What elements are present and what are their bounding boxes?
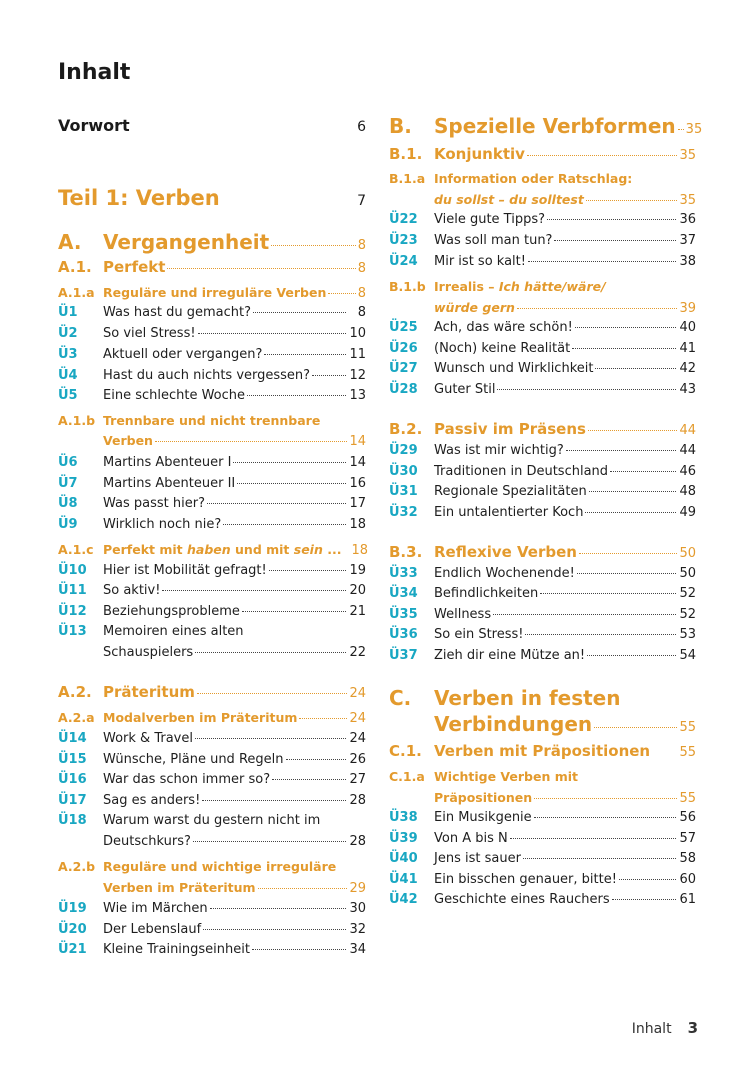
exercise-entry[interactable] <box>389 851 696 866</box>
subsection-label: A.2.b <box>58 859 96 874</box>
toc-part-heading[interactable] <box>58 186 366 210</box>
subsection-page: 14 <box>349 434 366 449</box>
subsection-page: 39 <box>679 301 696 316</box>
toc-subsection-c1a[interactable] <box>389 769 696 784</box>
exercise-entry[interactable] <box>389 341 696 356</box>
exercise-label: Ü38 <box>389 810 418 825</box>
toc-subsection-a2b[interactable] <box>58 859 366 874</box>
section-page: 8 <box>357 261 366 276</box>
subsection-title: Perfekt mit haben und mit sein ... <box>103 542 342 557</box>
exercise-entry[interactable] <box>58 813 366 828</box>
toc-section-c1[interactable] <box>389 742 696 760</box>
exercise-label: Ü6 <box>58 455 78 470</box>
exercise-title: Viele gute Tipps? <box>434 212 546 227</box>
exercise-entry[interactable] <box>58 326 366 341</box>
exercise-page: 41 <box>679 341 696 356</box>
exercise-page: 10 <box>349 326 366 341</box>
exercise-page: 49 <box>679 505 696 520</box>
exercise-label: Ü36 <box>389 627 418 642</box>
subsection-page: 18 <box>351 543 369 558</box>
section-page: 55 <box>679 745 696 760</box>
subsection-title-cont: Präpositionen <box>434 790 533 805</box>
exercise-label: Ü34 <box>389 586 418 601</box>
exercise-page: 53 <box>679 627 696 642</box>
exercise-title: (Noch) keine Realität <box>434 341 571 356</box>
exercise-entry[interactable] <box>58 922 366 937</box>
exercise-entry[interactable] <box>389 566 696 581</box>
part-page: 7 <box>357 193 366 209</box>
exercise-label: Ü22 <box>389 212 418 227</box>
exercise-page: 28 <box>349 793 366 808</box>
exercise-page: 52 <box>679 586 696 601</box>
exercise-page: 56 <box>679 810 696 825</box>
exercise-title: Regionale Spezialitäten <box>434 484 587 499</box>
subsection-page: 55 <box>679 791 696 806</box>
subsection-title: Irrealis – Ich hätte/wäre/ <box>434 279 606 294</box>
chapter-page: 35 <box>685 122 703 137</box>
exercise-entry[interactable] <box>58 496 366 511</box>
exercise-title: Was hast du gemacht? <box>103 305 251 320</box>
exercise-label: Ü1 <box>58 305 78 320</box>
subsection-title: Reguläre und irreguläre Verben <box>103 285 327 300</box>
exercise-title: Mir ist so kalt! <box>434 254 526 269</box>
exercise-label: Ü25 <box>389 320 418 335</box>
exercise-page: 30 <box>349 901 366 916</box>
exercise-label: Ü27 <box>389 361 418 376</box>
toc-subsection-a1b-cont[interactable] <box>58 433 366 449</box>
exercise-title: Ein untalentierter Koch <box>434 505 584 520</box>
exercise-page: 43 <box>679 382 696 397</box>
exercise-label: Ü29 <box>389 443 418 458</box>
exercise-page: 36 <box>679 212 696 227</box>
section-title: Passiv im Präsens <box>434 420 586 438</box>
subsection-page: 29 <box>349 881 366 896</box>
exercise-entry[interactable] <box>389 254 696 269</box>
toc-subsection-a2a[interactable] <box>58 710 366 726</box>
part-title: Teil 1: Verben <box>58 186 220 210</box>
exercise-label: Ü2 <box>58 326 78 341</box>
toc-subsection-a1c[interactable] <box>58 542 369 558</box>
exercise-entry[interactable] <box>58 368 366 383</box>
exercise-title: So viel Stress! <box>103 326 196 341</box>
exercise-title: Wünsche, Pläne und Regeln <box>103 752 284 767</box>
exercise-title: Memoiren eines alten <box>103 624 244 639</box>
exercise-entry[interactable] <box>58 305 366 320</box>
page-title: Inhalt <box>58 60 131 85</box>
exercise-label: Ü5 <box>58 388 78 403</box>
exercise-page: 24 <box>349 731 366 746</box>
exercise-page: 46 <box>679 464 696 479</box>
exercise-entry[interactable] <box>389 443 696 458</box>
exercise-title: Martins Abenteuer I <box>103 455 232 470</box>
exercise-page: 58 <box>679 851 696 866</box>
chapter-title-cont: Verbindungen <box>434 712 593 736</box>
exercise-page: 34 <box>349 942 366 957</box>
exercise-entry[interactable] <box>58 942 366 957</box>
exercise-label: Ü13 <box>58 624 87 639</box>
footer-label: Inhalt <box>631 1021 672 1037</box>
toc-entry-vorwort[interactable] <box>58 116 366 135</box>
toc-section-a1[interactable] <box>58 258 366 276</box>
exercise-title: Sag es anders! <box>103 793 201 808</box>
toc-section-a2[interactable] <box>58 683 366 701</box>
subsection-label: B.1.b <box>389 279 426 294</box>
exercise-label: Ü35 <box>389 607 418 622</box>
exercise-title: Was soll man tun? <box>434 233 553 248</box>
exercise-label: Ü32 <box>389 505 418 520</box>
exercise-label: Ü30 <box>389 464 418 479</box>
subsection-label: A.1.c <box>58 542 94 557</box>
exercise-page: 44 <box>679 443 696 458</box>
exercise-page: 42 <box>679 361 696 376</box>
exercise-entry[interactable] <box>58 476 366 491</box>
exercise-label: Ü21 <box>58 942 87 957</box>
exercise-title-cont: Schauspielers <box>103 645 194 660</box>
exercise-entry[interactable] <box>389 627 696 642</box>
exercise-title: Wunsch und Wirklichkeit <box>434 361 594 376</box>
exercise-label: Ü4 <box>58 368 78 383</box>
exercise-label: Ü7 <box>58 476 78 491</box>
exercise-label: Ü37 <box>389 648 418 663</box>
exercise-label: Ü23 <box>389 233 418 248</box>
subsection-page: 24 <box>349 711 366 726</box>
exercise-page: 20 <box>349 583 366 598</box>
exercise-entry[interactable] <box>389 484 696 499</box>
toc-chapter-c-cont[interactable] <box>389 712 696 736</box>
toc-subsection-a1a[interactable] <box>58 285 366 301</box>
exercise-label: Ü40 <box>389 851 418 866</box>
toc-subsection-a1b[interactable] <box>58 413 366 428</box>
exercise-label: Ü42 <box>389 892 418 907</box>
exercise-page: 32 <box>349 922 366 937</box>
exercise-label: Ü26 <box>389 341 418 356</box>
subsection-title: Reguläre und wichtige irreguläre <box>103 859 337 874</box>
exercise-title: Aktuell oder vergangen? <box>103 347 263 362</box>
exercise-page: 12 <box>349 368 366 383</box>
exercise-page: 48 <box>679 484 696 499</box>
exercise-entry[interactable] <box>389 892 696 907</box>
exercise-page: 11 <box>349 347 366 362</box>
subsection-page: 35 <box>679 193 696 208</box>
page-number: 3 <box>687 1019 698 1037</box>
exercise-page: 21 <box>349 604 366 619</box>
exercise-title: Befindlichkeiten <box>434 586 539 601</box>
exercise-entry[interactable] <box>58 604 366 619</box>
exercise-title: Beziehungsprobleme <box>103 604 240 619</box>
exercise-entry[interactable] <box>389 382 696 397</box>
exercise-title: Work & Travel <box>103 731 193 746</box>
subsection-title-cont: würde gern <box>434 300 515 315</box>
section-title: Perfekt <box>103 258 166 276</box>
exercise-entry[interactable] <box>389 831 696 846</box>
exercise-title: War das schon immer so? <box>103 772 271 787</box>
chapter-label: A. <box>58 230 82 254</box>
section-page: 35 <box>679 148 696 163</box>
chapter-label: B. <box>389 114 412 138</box>
chapter-title: Spezielle Verbformen <box>434 114 676 138</box>
exercise-title: So aktiv! <box>103 583 161 598</box>
exercise-page: 52 <box>679 607 696 622</box>
exercise-title: Ach, das wäre schön! <box>434 320 573 335</box>
section-page: 24 <box>349 686 366 701</box>
toc-chapter-a[interactable] <box>58 230 366 254</box>
exercise-title: Kleine Trainingseinheit <box>103 942 250 957</box>
exercise-entry[interactable] <box>58 772 366 787</box>
exercise-label: Ü20 <box>58 922 87 937</box>
chapter-page: 55 <box>679 720 696 735</box>
exercise-title: Ein bisschen genauer, bitte! <box>434 872 617 887</box>
chapter-title: Verben in festen <box>434 686 621 710</box>
exercise-entry[interactable] <box>58 901 366 916</box>
exercise-entry[interactable] <box>389 872 696 887</box>
exercise-title: Warum warst du gestern nicht im <box>103 813 321 828</box>
exercise-title: Guter Stil <box>434 382 496 397</box>
exercise-title: Eine schlechte Woche <box>103 388 246 403</box>
exercise-entry[interactable] <box>58 752 366 767</box>
section-label: B.2. <box>389 420 423 438</box>
toc-section-b3[interactable] <box>389 543 696 561</box>
exercise-entry[interactable] <box>389 607 696 622</box>
exercise-entry[interactable] <box>389 648 696 663</box>
exercise-page: 16 <box>349 476 366 491</box>
subsection-label: A.1.b <box>58 413 96 428</box>
toc-subsection-b1b[interactable] <box>389 279 696 294</box>
exercise-title: Wirklich noch nie? <box>103 517 222 532</box>
exercise-title-cont: Deutschkurs? <box>103 834 191 849</box>
exercise-page: 18 <box>349 517 366 532</box>
exercise-page: 27 <box>349 772 366 787</box>
exercise-entry[interactable] <box>389 233 696 248</box>
exercise-label: Ü41 <box>389 872 418 887</box>
section-title: Verben mit Präpositionen <box>434 742 651 760</box>
exercise-title: Wie im Märchen <box>103 901 208 916</box>
exercise-title: Wellness <box>434 607 492 622</box>
exercise-label: Ü24 <box>389 254 418 269</box>
exercise-label: Ü33 <box>389 566 418 581</box>
section-label: A.2. <box>58 683 92 701</box>
exercise-entry[interactable] <box>58 347 366 362</box>
exercise-title: Der Lebenslauf <box>103 922 202 937</box>
toc-chapter-c[interactable] <box>389 686 696 710</box>
exercise-title: Hier ist Mobilität gefragt! <box>103 563 267 578</box>
exercise-title: Von A bis N <box>434 831 508 846</box>
exercise-label: Ü19 <box>58 901 87 916</box>
subsection-page: 8 <box>357 286 366 301</box>
subsection-title: Wichtige Verben mit <box>434 769 579 784</box>
exercise-entry[interactable] <box>389 810 696 825</box>
toc-chapter-b[interactable] <box>389 114 703 138</box>
exercise-label: Ü18 <box>58 813 87 828</box>
exercise-entry[interactable] <box>58 624 366 639</box>
exercise-title: Endlich Wochenende! <box>434 566 575 581</box>
toc-subsection-b1a-cont[interactable] <box>389 192 696 208</box>
exercise-entry[interactable] <box>389 212 696 227</box>
exercise-title: Was ist mir wichtig? <box>434 443 564 458</box>
exercise-entry[interactable] <box>58 793 366 808</box>
exercise-page: 40 <box>679 320 696 335</box>
exercise-entry-cont[interactable] <box>58 645 366 660</box>
exercise-page: 26 <box>349 752 366 767</box>
chapter-label: C. <box>389 686 412 710</box>
subsection-title: Information oder Ratschlag: <box>434 171 633 186</box>
section-page: 50 <box>679 546 696 561</box>
section-title: Reflexive Verben <box>434 543 577 561</box>
exercise-page: 50 <box>679 566 696 581</box>
exercise-page: 60 <box>679 872 696 887</box>
subsection-title: Modalverben im Präteritum <box>103 710 298 725</box>
subsection-label: B.1.a <box>389 171 426 186</box>
exercise-page: 28 <box>349 834 366 849</box>
exercise-label: Ü15 <box>58 752 87 767</box>
exercise-label: Ü14 <box>58 731 87 746</box>
section-label: B.1. <box>389 145 423 163</box>
exercise-label: Ü17 <box>58 793 87 808</box>
exercise-label: Ü16 <box>58 772 87 787</box>
subsection-title: Trennbare und nicht trennbare <box>103 413 321 428</box>
entry-title: Vorwort <box>58 116 130 135</box>
exercise-title: Geschichte eines Rauchers <box>434 892 610 907</box>
subsection-label: C.1.a <box>389 769 425 784</box>
entry-page: 6 <box>357 119 366 135</box>
exercise-label: Ü12 <box>58 604 87 619</box>
section-label: C.1. <box>389 742 422 760</box>
exercise-page: 8 <box>357 305 366 320</box>
toc-section-b2[interactable] <box>389 420 696 438</box>
exercise-title: Zieh dir eine Mütze an! <box>434 648 586 663</box>
toc-subsection-a2b-cont[interactable] <box>58 880 366 896</box>
chapter-title: Vergangenheit <box>103 230 270 254</box>
exercise-entry[interactable] <box>58 388 366 403</box>
exercise-label: Ü8 <box>58 496 78 511</box>
exercise-entry[interactable] <box>58 563 366 578</box>
exercise-entry[interactable] <box>389 361 696 376</box>
exercise-page: 19 <box>349 563 366 578</box>
exercise-entry[interactable] <box>389 464 696 479</box>
subsection-title-cont: du sollst – du solltest <box>434 192 584 207</box>
exercise-entry[interactable] <box>389 320 696 335</box>
subsection-label: A.1.a <box>58 285 95 300</box>
exercise-label: Ü28 <box>389 382 418 397</box>
exercise-page: 14 <box>349 455 366 470</box>
toc-subsection-b1b-cont[interactable] <box>389 300 696 316</box>
subsection-title-cont: Verben <box>103 433 153 448</box>
exercise-label: Ü11 <box>58 583 87 598</box>
exercise-entry-cont[interactable] <box>58 834 366 849</box>
toc-section-b1[interactable] <box>389 145 696 163</box>
exercise-label: Ü3 <box>58 347 78 362</box>
toc-subsection-b1a[interactable] <box>389 171 696 186</box>
section-page: 44 <box>679 423 696 438</box>
exercise-label: Ü10 <box>58 563 87 578</box>
exercise-entry[interactable] <box>58 455 366 470</box>
section-label: B.3. <box>389 543 423 561</box>
subsection-title-cont: Verben im Präteritum <box>103 880 256 895</box>
exercise-title: Ein Musikgenie <box>434 810 532 825</box>
exercise-label: Ü9 <box>58 517 78 532</box>
exercise-title: Was passt hier? <box>103 496 205 511</box>
chapter-page: 8 <box>357 238 366 253</box>
exercise-entry[interactable] <box>58 583 366 598</box>
exercise-page: 57 <box>679 831 696 846</box>
exercise-entry[interactable] <box>58 517 366 532</box>
exercise-title: Hast du auch nichts vergessen? <box>103 368 311 383</box>
subsection-label: A.2.a <box>58 710 95 725</box>
page-footer <box>632 1019 698 1037</box>
exercise-entry[interactable] <box>389 505 696 520</box>
exercise-label: Ü39 <box>389 831 418 846</box>
toc-subsection-c1a-cont[interactable] <box>389 790 696 806</box>
section-label: A.1. <box>58 258 92 276</box>
exercise-title: Martins Abenteuer II <box>103 476 236 491</box>
section-title: Präteritum <box>103 683 195 701</box>
section-title: Konjunktiv <box>434 145 525 163</box>
exercise-page: 38 <box>679 254 696 269</box>
exercise-page: 17 <box>349 496 366 511</box>
exercise-page: 13 <box>349 388 366 403</box>
exercise-entry[interactable] <box>58 731 366 746</box>
exercise-page: 37 <box>679 233 696 248</box>
exercise-page: 54 <box>679 648 696 663</box>
exercise-page: 22 <box>349 645 366 660</box>
exercise-page: 61 <box>679 892 696 907</box>
exercise-title: Traditionen in Deutschland <box>434 464 609 479</box>
exercise-title: So ein Stress! <box>434 627 524 642</box>
exercise-title: Jens ist sauer <box>434 851 521 866</box>
exercise-entry[interactable] <box>389 586 696 601</box>
exercise-label: Ü31 <box>389 484 418 499</box>
